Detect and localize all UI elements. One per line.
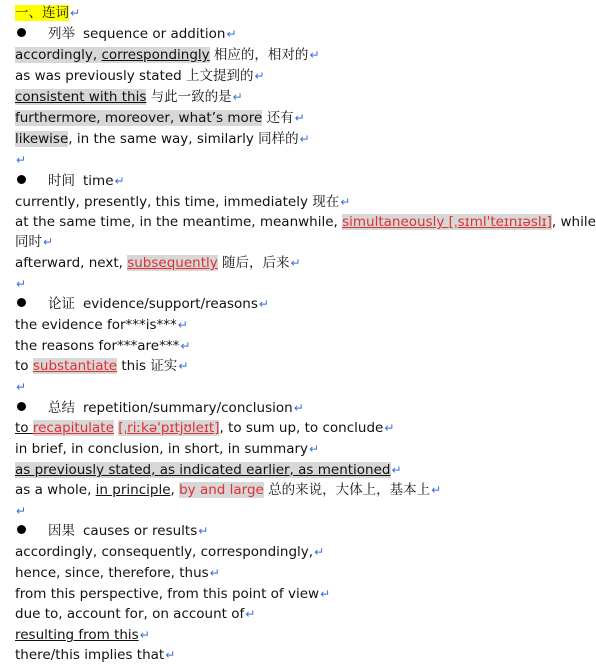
phrase-text: , xyxy=(170,482,180,498)
phrase-text: from this perspective, from this point of view xyxy=(15,586,320,602)
translation-text: 相应的，相对的 xyxy=(209,47,309,63)
phrase-text: currently, presently, this time, immediately 现在 xyxy=(15,194,340,210)
underlined-text: in principle xyxy=(95,482,171,498)
text-line xyxy=(15,462,402,479)
paragraph-mark-icon: ↵ xyxy=(320,587,331,601)
red-highlighted-text: by and large xyxy=(179,482,264,498)
paragraph-mark-icon: ↵ xyxy=(177,318,188,332)
bullet-zh: 列举 xyxy=(48,26,75,42)
red-highlighted-text: simultaneously [ˌsɪml'teɪnɪəslɪ] xyxy=(342,214,552,230)
paragraph-mark-icon: ↵ xyxy=(165,648,176,662)
text-line xyxy=(15,47,320,64)
bullet-icon xyxy=(17,175,26,184)
paragraph-mark-icon: ↵ xyxy=(226,27,237,41)
heading-text: 一、连词 xyxy=(15,5,69,21)
paragraph-mark-icon: ↵ xyxy=(139,628,150,642)
bullet-heading-time xyxy=(15,173,125,190)
bullet-en: repetition/summary/conclusion xyxy=(83,400,293,416)
paragraph-mark-icon: ↵ xyxy=(180,339,191,353)
text-line xyxy=(15,131,310,148)
highlighted-text: likewise xyxy=(15,131,69,147)
phrase-text: hence, since, therefore, thus xyxy=(15,565,209,581)
phrase-text: as was previously stated xyxy=(15,68,187,84)
phrase-text: to xyxy=(15,420,33,436)
text-line xyxy=(15,565,220,582)
text-line xyxy=(15,358,188,375)
paragraph-mark-icon: ↵ xyxy=(43,235,54,249)
paragraph-mark-icon: ↵ xyxy=(294,111,305,125)
red-highlighted-text: recapitulate xyxy=(32,420,114,436)
red-highlighted-text: subsequently xyxy=(127,255,218,271)
text-line xyxy=(15,647,175,664)
phrase-text: afterward, next, xyxy=(15,255,128,271)
translation-text: 随后，后来 xyxy=(217,255,290,271)
paragraph-mark-icon: ↵ xyxy=(232,90,243,104)
bullet-heading-evidence xyxy=(15,296,269,313)
text-line xyxy=(15,606,255,623)
bullet-zh: 论证 xyxy=(48,296,75,312)
text-line xyxy=(15,234,53,251)
translation-text: 与此一致的是 xyxy=(146,89,232,105)
highlighted-text: accordingly, xyxy=(15,47,102,63)
highlighted-text: consistent with this xyxy=(15,89,147,105)
paragraph-mark-icon: ↵ xyxy=(340,195,351,209)
underlined-text: correspondingly xyxy=(101,47,210,63)
paragraph-mark-icon: ↵ xyxy=(314,545,325,559)
bullet-en: evidence/support/reasons xyxy=(83,296,258,312)
phrase-text: there/this implies that xyxy=(15,647,165,663)
empty-line xyxy=(15,379,26,396)
text-line xyxy=(15,420,394,437)
phrase-text: , in the same way, similarly 同样的 xyxy=(68,131,299,147)
translation-text: 上文提到的 xyxy=(186,68,254,84)
bullet-zh: 时间 xyxy=(48,173,75,189)
bullet-en: sequence or addition xyxy=(83,26,226,42)
paragraph-mark-icon: ↵ xyxy=(299,132,310,146)
empty-line xyxy=(15,152,26,169)
paragraph-mark-icon: ↵ xyxy=(198,524,209,538)
text-line xyxy=(15,627,150,644)
phonetic-text: [ˌriːkə'pɪtjʊleɪt] xyxy=(118,420,220,436)
paragraph-mark-icon: ↵ xyxy=(254,69,265,83)
red-highlighted-text: substantiate xyxy=(32,358,118,374)
text-line xyxy=(15,89,243,106)
phrase-text: as a whole, xyxy=(15,482,96,498)
bullet-icon xyxy=(17,28,26,37)
paragraph-mark-icon: ↵ xyxy=(384,421,395,435)
phrase-text: the reasons for***are*** xyxy=(15,338,180,354)
phrase-text: , to sum up, to conclude xyxy=(219,420,384,436)
bullet-icon xyxy=(17,525,26,534)
paragraph-mark-icon: ↵ xyxy=(309,48,320,62)
bullet-en: causes or results xyxy=(83,523,198,539)
phrase-text: at the same time, in the meantime, meanwhile, xyxy=(15,214,343,230)
phrase-text: accordingly, consequently, correspondingly, xyxy=(15,544,314,560)
underlined-text: resulting from this xyxy=(15,627,139,643)
text-line xyxy=(15,586,330,603)
translation-text: this 证实 xyxy=(117,358,178,374)
empty-line xyxy=(15,276,26,293)
section-heading xyxy=(15,5,80,22)
bullet-heading-summary xyxy=(15,400,304,417)
phrase-text: due to, account for, on account of xyxy=(15,606,245,622)
paragraph-mark-icon: ↵ xyxy=(293,401,304,415)
text-line xyxy=(15,338,190,355)
empty-line xyxy=(15,503,26,520)
text-line xyxy=(15,317,188,334)
paragraph-mark-icon: ↵ xyxy=(16,153,27,167)
text-line xyxy=(15,441,319,458)
phrase-text: in brief, in conclusion, in short, in summary xyxy=(15,441,309,457)
paragraph-mark-icon: ↵ xyxy=(178,359,189,373)
paragraph-mark-icon: ↵ xyxy=(16,277,27,291)
text-line xyxy=(15,68,265,85)
translation-text: 还有 xyxy=(262,110,294,126)
bullet-icon xyxy=(17,402,26,411)
paragraph-mark-icon: ↵ xyxy=(431,483,442,497)
text-line xyxy=(15,214,596,231)
highlighted-text: furthermore, moreover, what’s more xyxy=(15,110,263,126)
translation-text: 同时 xyxy=(15,234,42,250)
bullet-zh: 因果 xyxy=(48,523,75,539)
bullet-zh: 总结 xyxy=(48,400,75,416)
paragraph-mark-icon: ↵ xyxy=(114,174,125,188)
paragraph-mark-icon: ↵ xyxy=(245,607,256,621)
paragraph-mark-icon: ↵ xyxy=(16,504,27,518)
bullet-en: time xyxy=(83,173,114,189)
bullet-heading-causes xyxy=(15,523,208,540)
text-line xyxy=(15,255,301,272)
translation-text: 总的来说，大体上，基本上 xyxy=(263,482,431,498)
text-line xyxy=(15,482,441,499)
paragraph-mark-icon: ↵ xyxy=(309,442,320,456)
paragraph-mark-icon: ↵ xyxy=(258,297,269,311)
paragraph-mark-icon: ↵ xyxy=(209,566,220,580)
paragraph-mark-icon: ↵ xyxy=(391,463,402,477)
text-line xyxy=(15,194,350,211)
text-line xyxy=(15,110,305,127)
paragraph-mark-icon: ↵ xyxy=(70,6,81,20)
text-line xyxy=(15,544,324,561)
highlighted-text: as previously stated, as indicated earlier, as mentioned xyxy=(15,462,391,478)
phrase-text: to xyxy=(15,358,33,374)
paragraph-mark-icon: ↵ xyxy=(16,380,27,394)
phrase-text: the evidence for***is*** xyxy=(15,317,177,333)
bullet-icon xyxy=(17,298,26,307)
phrase-text: , while xyxy=(551,214,596,230)
bullet-heading-sequence xyxy=(15,26,237,43)
paragraph-mark-icon: ↵ xyxy=(290,256,301,270)
